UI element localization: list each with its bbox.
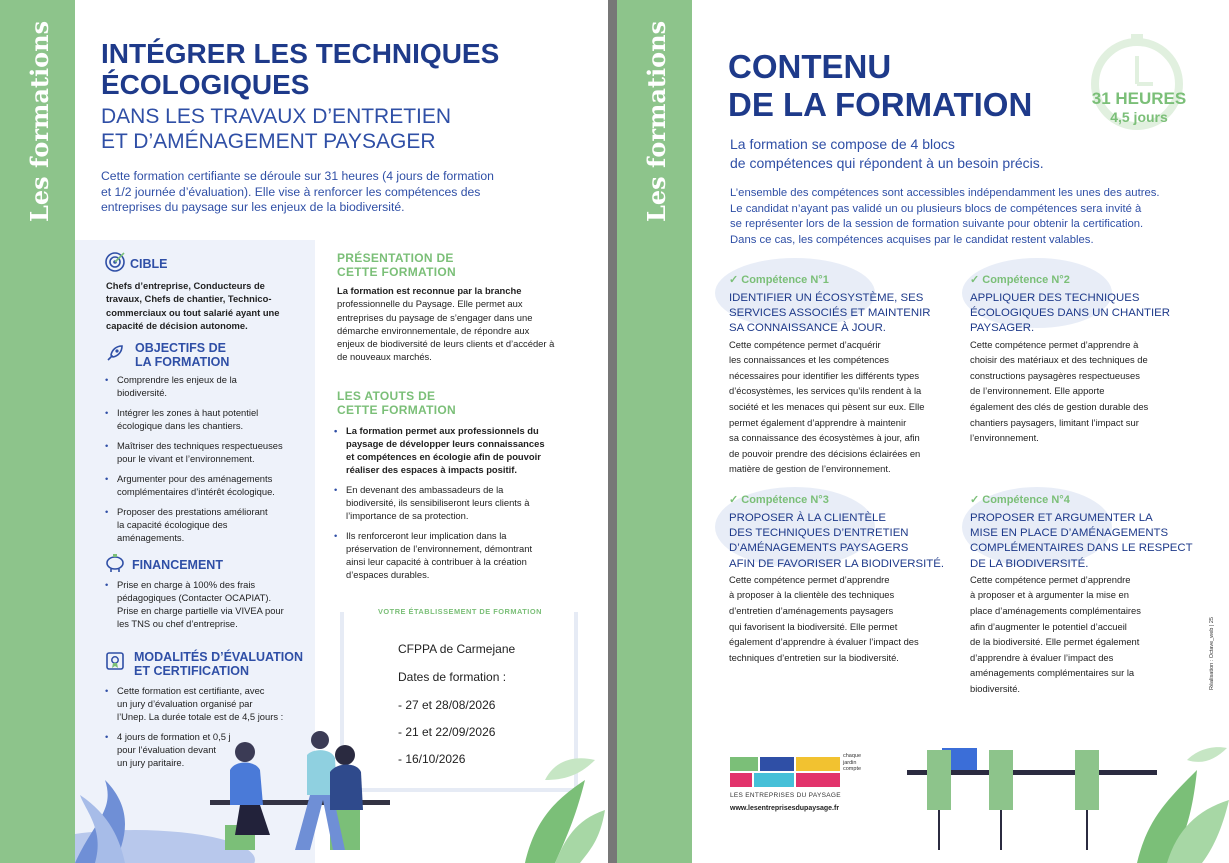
- office-illustration: [897, 730, 1229, 863]
- page-subtitle: La formation se compose de 4 blocs de compétences qui répondent à un besoin précis.: [730, 136, 1044, 171]
- financement-list: [104, 578, 314, 637]
- etablissement-name: CFPPA de Carmejane: [398, 642, 516, 656]
- intro-text: Cette formation certifiante se déroule sur 31 heures (4 jours de formation et 1/2 journée d’évaluation). Elle vise à renforcer les compétences des entreprises du paysage sur les enjeux de la biodiversité.: [101, 169, 494, 214]
- list-item: • Prise en charge à 100% des frais pédagogiques (Contacter OCAPIAT). Prise en charge partielle via VIVEA pour les TNS ou chef d’entreprise.: [104, 578, 314, 630]
- list-item: • Cette formation est certifiante, avec un jury d’évaluation organisé par l’Unep. La durée totale est de 4,5 jours :: [104, 684, 314, 723]
- sidebar-label: Les formations: [25, 20, 54, 222]
- objectifs-heading: OBJECTIFS DE LA FORMATION: [135, 341, 230, 369]
- list-item: • 4 jours de formation et 0,5 j pour l’évaluation devant un jury paritaire.: [104, 730, 314, 769]
- page-subtitle: DANS LES TRAVAUX D’ENTRETIEN ET D’AMÉNAGEMENT PAYSAGER: [101, 105, 452, 153]
- list-item: • Proposer des prestations améliorant la capacité écologique des aménagements.: [104, 505, 309, 544]
- logo-url[interactable]: www.lesentreprisesdupaysage.fr: [730, 805, 840, 812]
- competence-3: ✓ Compétence N°3 PROPOSER À LA CLIENTÈLE DES TECHNIQUES D’ENTRETIEN D’AMÉNAGEMENTS PAYSAGERS AFIN DE FAVORISER LA BIODIVERSITÉ. Cette compétence permet d’apprendre à proposer à la clientèle des techniques d’entretien d’aménagements paysagers qui favorisent la biodiversité. Elle permet également d’apprendre à évaluer l’impact des techniques d’entretien sur la biodiversité.: [729, 494, 944, 663]
- competence-4: ✓ Compétence N°4 PROPOSER ET ARGUMENTER LA MISE EN PLACE D’AMÉNAGEMENTS COMPLÉMENTAIRES DANS LE RESPECT DE LA BIODIVERSITÉ. Cette compétence permet d’apprendre à proposer et à argumenter la mise en place d’aménagements complémentaires afin d’augmenter le potentiel d’accueil de la biodiversité. Elle permet également d’apprendre à évaluer l’impact des aménagements complémentaires sur la biodiversité.: [970, 494, 1193, 694]
- left-page: [0, 0, 608, 863]
- page-title: CONTENU DE LA FORMATION: [728, 48, 1033, 123]
- date-2: - 21 et 22/09/2026: [398, 725, 496, 739]
- logo-name: LES ENTREPRISES DU PAYSAGE: [730, 792, 841, 799]
- cible-heading: CIBLE: [130, 257, 168, 271]
- list-item: • Intégrer les zones à haut potentiel écologique dans les chantiers.: [104, 406, 309, 432]
- rocket-icon: [104, 342, 126, 364]
- presentation-heading: PRÉSENTATION DE CETTE FORMATION: [337, 251, 456, 279]
- sidebar-strip: [617, 0, 692, 863]
- etablissement-label: VOTRE ÉTABLISSEMENT DE FORMATION: [374, 607, 546, 616]
- competence-2: ✓ Compétence N°2 APPLIQUER DES TECHNIQUES ÉCOLOGIQUES DANS UN CHANTIER PAYSAGER. Cette compétence permet d’apprendre à choisir des matériaux et des techniques de constructions paysagères respectueuses de l’environnement. Elle apporte également des clés de gestion durable des chantiers paysagers, limitant l’impact sur l’environnement.: [970, 274, 1170, 444]
- list-item: • La formation permet aux professionnels du paysage de développer leurs connaissances et compétences en écologie afin de pouvoir réaliser des espaces à impacts positif.: [333, 424, 578, 476]
- financement-heading: FINANCEMENT: [132, 558, 223, 572]
- sidebar-label: Les formations: [642, 20, 671, 222]
- logo-tagline: chaque jardin compte: [843, 753, 862, 772]
- page-title: INTÉGRER LES TECHNIQUES ÉCOLOGIQUES: [101, 38, 500, 100]
- atouts-heading: LES ATOUTS DE CETTE FORMATION: [337, 389, 456, 417]
- certificate-icon: [104, 650, 126, 672]
- presentation-text: La formation est reconnue par la branche professionnelle du Paysage. Elle permet aux entreprises du paysage de s’engager dans une démarche environnementale, de répondre aux enjeux de biodiversité de leurs clients et d’accéder à de nouveaux marchés.: [337, 285, 555, 363]
- days-value: 4,5 jours: [1110, 109, 1168, 125]
- date-1: - 27 et 28/08/2026: [398, 698, 496, 712]
- credit-text: Réalisation : Octave_web | 25: [1209, 617, 1215, 690]
- date-3: - 16/10/2026: [398, 752, 466, 766]
- piggy-bank-icon: [104, 551, 126, 573]
- people-illustration: [75, 700, 608, 863]
- list-item: • Comprendre les enjeux de la biodiversité.: [104, 373, 309, 399]
- right-page: [617, 0, 1229, 863]
- list-item: • Ils renforceront leur implication dans la préservation de l’environnement, démontrant ainsi leur capacité à contribuer à la création d’espaces durables.: [333, 529, 578, 581]
- modalites-heading: MODALITÉS D’ÉVALUATION ET CERTIFICATION: [134, 650, 303, 678]
- atouts-list: [333, 424, 578, 588]
- intro-text: L’ensemble des compétences sont accessibles indépendamment les unes des autres. Le candidat n’ayant pas validé un ou plusieurs blocs de compétences sera invité à se représenter lors de la session de formation suivante pour obtenir la certification. Dans ce cas, les compétences acquises par le candidat restent valables.: [730, 187, 1160, 246]
- hours-value: 31 HEURES: [1091, 89, 1187, 108]
- cible-text: Chefs d’entreprise, Conducteurs de travaux, Chefs de chantier, Technico- commerciaux ou tout salarié ayant une capacité de décision autonome.: [106, 280, 280, 331]
- competence-1: ✓ Compétence N°1 IDENTIFIER UN ÉCOSYSTÈME, SES SERVICES ASSOCIÉS ET MAINTENIR SA CONNAISSANCE À JOUR. Cette compétence permet d’acquérir les connaissances et les compétences nécessaires pour identifier les différents types d’écosystèmes, les services qu’ils rendent à la société et les menaces qui pèsent sur eux. Elle permet également d’apprendre à maintenir sa connaissance des écosystèmes à jour, afin de pouvoir prendre des décisions éclairées en matière de gestion de l’environnement.: [729, 274, 931, 475]
- sidebar-strip: [0, 0, 75, 863]
- objectifs-list: [104, 373, 309, 551]
- list-item: • En devenant des ambassadeurs de la biodiversité, ils sensibiliseront leurs clients à l’importance de sa protection.: [333, 483, 578, 522]
- target-icon: [104, 251, 126, 273]
- logo-mark: [730, 757, 840, 789]
- list-item: • Argumenter pour des aménagements complémentaires d’intérêt écologique.: [104, 472, 309, 498]
- list-item: • Maîtriser des techniques respectueuses pour le vivant et l’environnement.: [104, 439, 309, 465]
- dates-label: Dates de formation :: [398, 670, 507, 684]
